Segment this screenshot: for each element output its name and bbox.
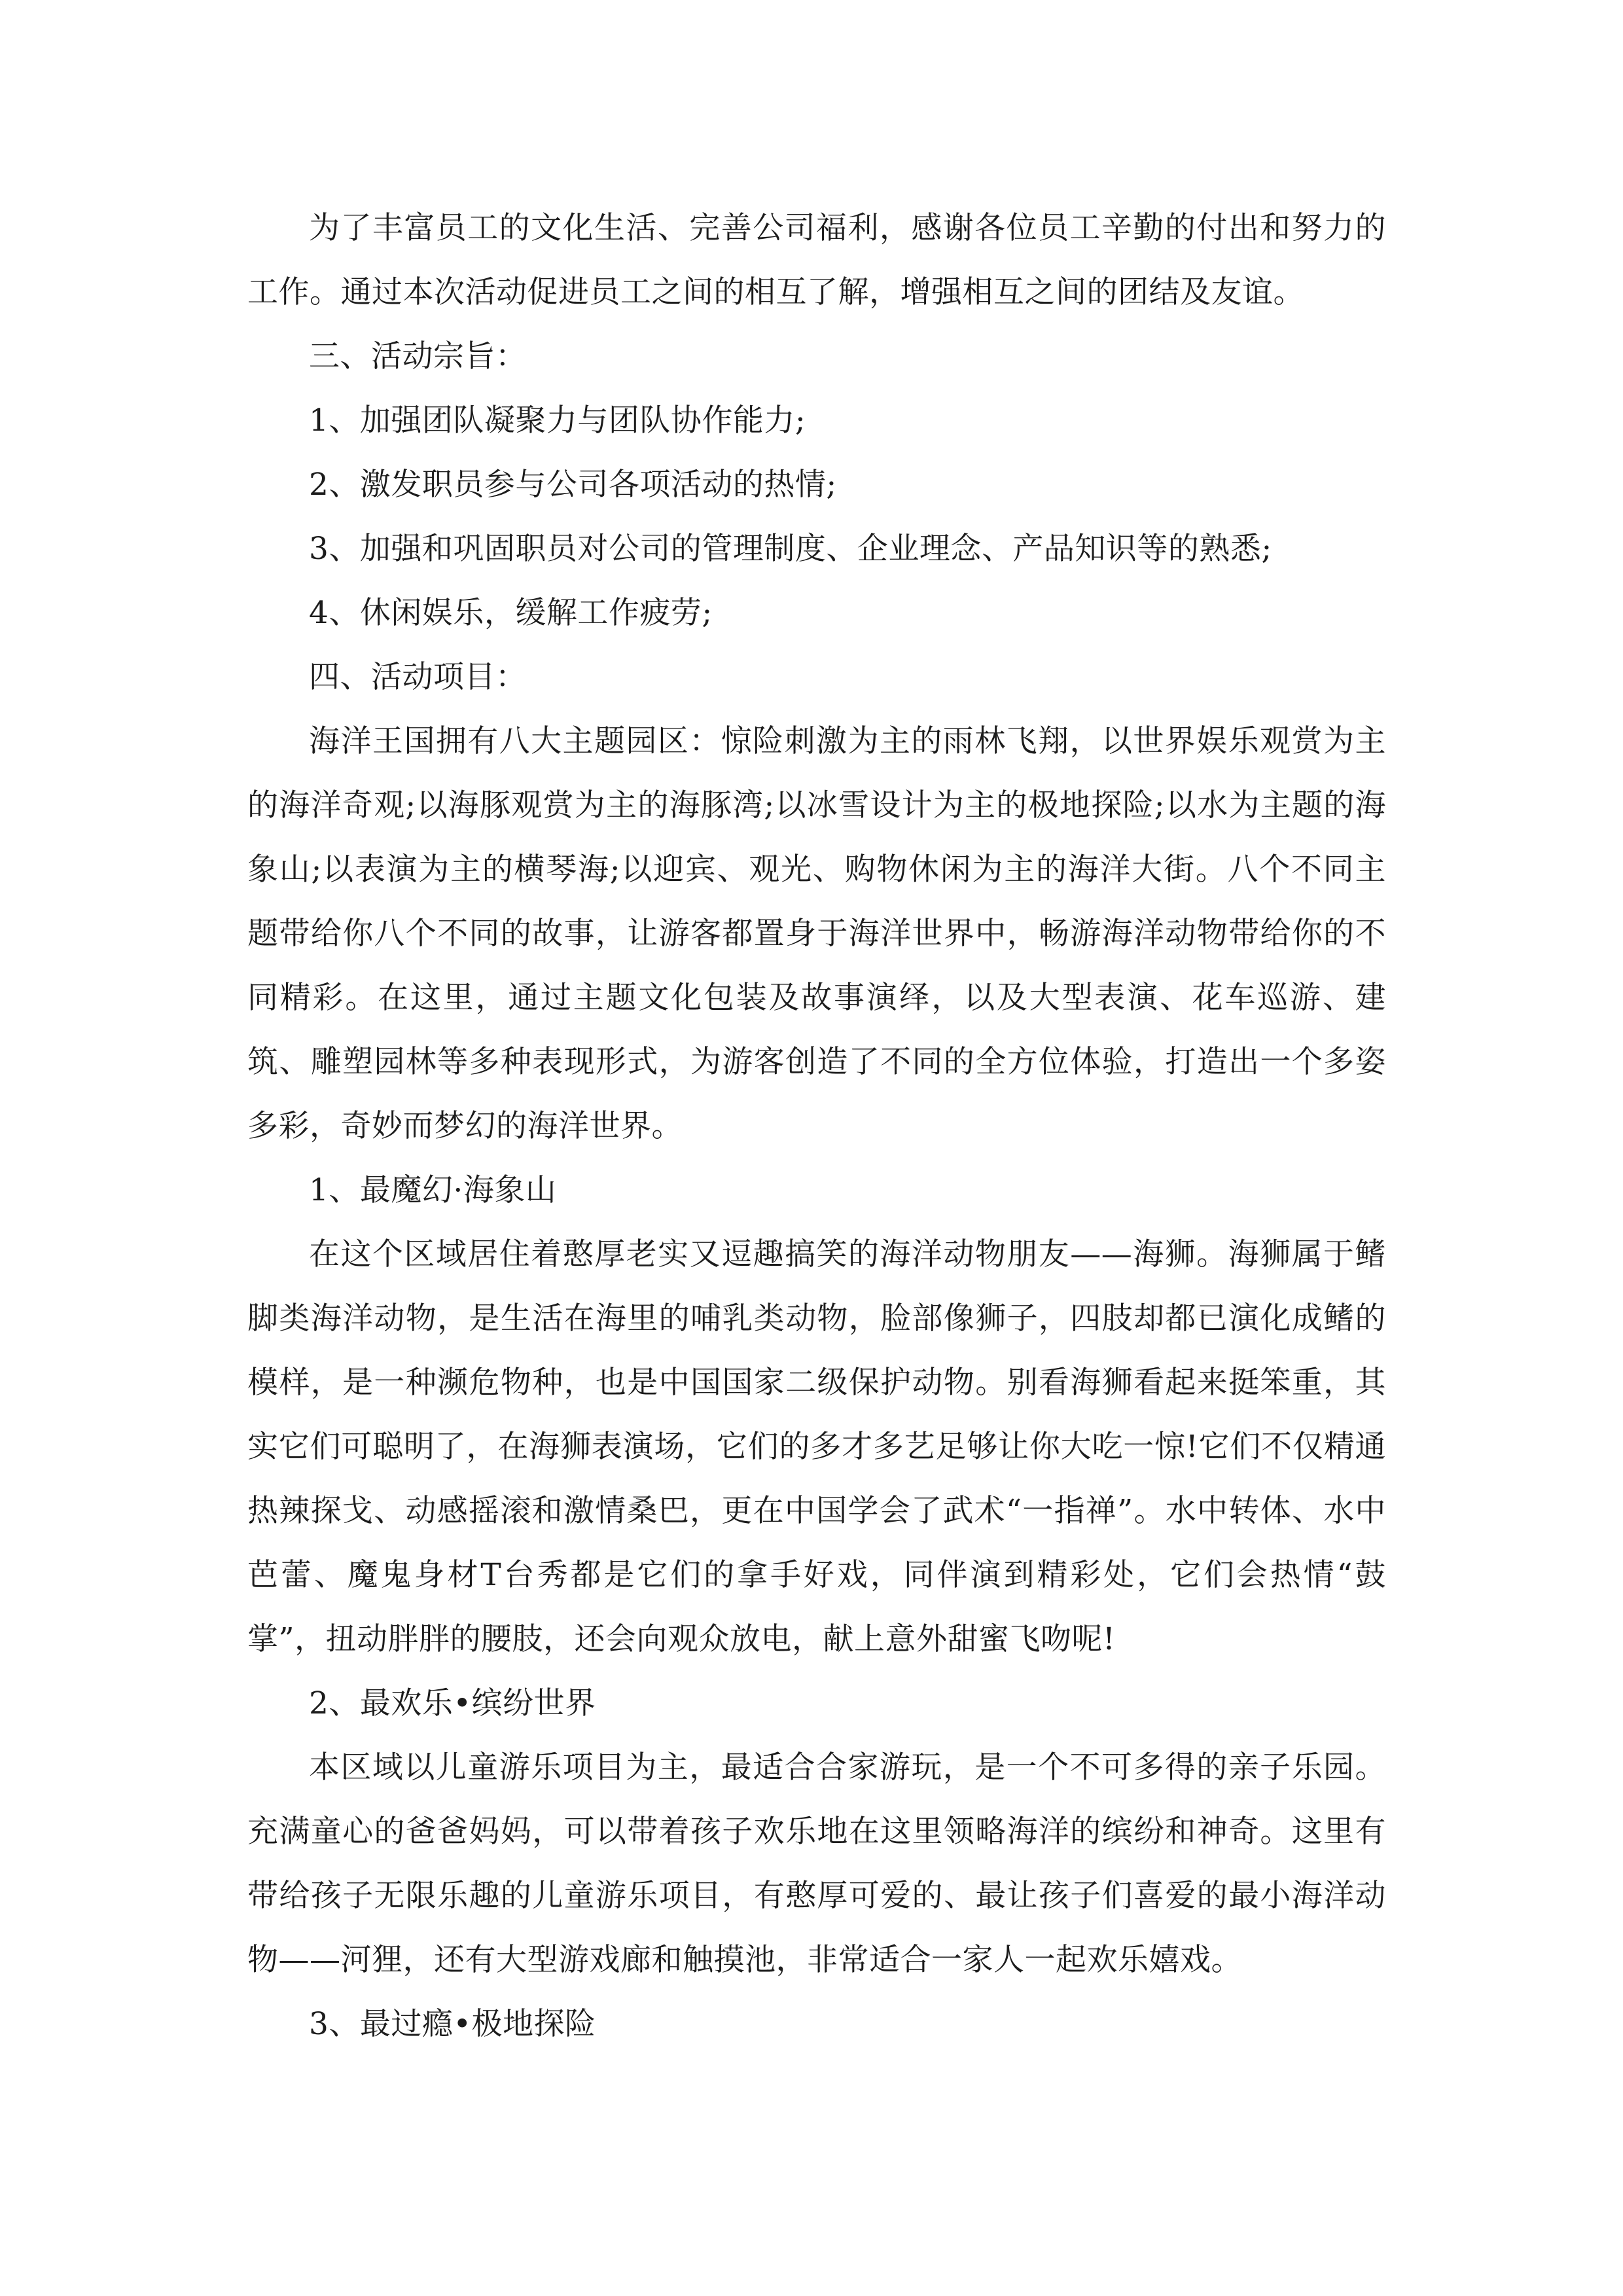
document-body [247,196,1386,2056]
project-paragraph-2: 本区域以儿童游乐项目为主，最适合合家游玩，是一个不可多得的亲子乐园。充满童心的爸爸妈妈，可以带着孩子欢乐地在这里领略海洋的缤纷和神奇。这里有带给孩子无限乐趣的儿童游乐项目，有憨厚可爱的、最让孩子们喜爱的最小海洋动物——河狸，还有大型游戏廊和触摸池，非常适合一家人一起欢乐嬉戏。 [247,1749,1386,1978]
project-heading-1: 1、最魔幻·海象山 [309,1172,557,1208]
purpose-item-1: 1、加强团队凝聚力与团队协作能力; [309,403,806,439]
project-heading-3: 3、最过瘾•极地探险 [309,2006,596,2042]
project-paragraph-1: 在这个区域居住着憨厚老实又逗趣搞笑的海洋动物朋友——海狮。海狮属于鳍脚类海洋动物，是生活在海里的哺乳类动物，脸部像狮子，四肢却都已演化成鳍的模样，是一种濒危物种，也是中国国家二级保护动物。别看海狮看起来挺笨重，其实它们可聪明了，在海狮表演场，它们的多才多艺足够让你大吃一惊!它们不仅精通热辣探戈、动感摇滚和激情桑巴，更在中国学会了武术“一指禅”。水中转体、水中芭蕾、魔鬼身材T台秀都是它们的拿手好戏，同伴演到精彩处，它们会热情“鼓掌”，扭动胖胖的腰肢，还会向观众放电，献上意外甜蜜飞吻呢! [247,1236,1386,1657]
purpose-item-3: 3、加强和巩固职员对公司的管理制度、企业理念、产品知识等的熟悉; [309,531,1272,567]
projects-overview-paragraph: 海洋王国拥有八大主题园区：惊险刺激为主的雨林飞翔，以世界娱乐观赏为主的海洋奇观;以海豚观赏为主的海豚湾;以冰雪设计为主的极地探险;以水为主题的海象山;以表演为主的横琴海;以迎宾、观光、购物休闲为主的海洋大街。八个不同主题带给你八个不同的故事，让游客都置身于海洋世界中，畅游海洋动物带给你的不同精彩。在这里，通过主题文化包装及故事演绎，以及大型表演、花车巡游、建筑、雕塑园林等多种表现形式，为游客创造了不同的全方位体验，打造出一个多姿多彩，奇妙而梦幻的海洋世界。 [247,723,1386,1144]
section-heading-purpose: 三、活动宗旨： [309,338,527,374]
project-heading-2: 2、最欢乐•缤纷世界 [309,1685,596,1721]
purpose-item-2: 2、激发职员参与公司各项活动的热情; [309,467,837,503]
purpose-item-4: 4、休闲娱乐，缓解工作疲劳; [309,595,713,631]
intro-paragraph: 为了丰富员工的文化生活、完善公司福利，感谢各位员工辛勤的付出和努力的工作。通过本次活动促进员工之间的相互了解，增强相互之间的团结及友谊。 [247,210,1386,310]
section-heading-projects: 四、活动项目： [309,659,527,695]
